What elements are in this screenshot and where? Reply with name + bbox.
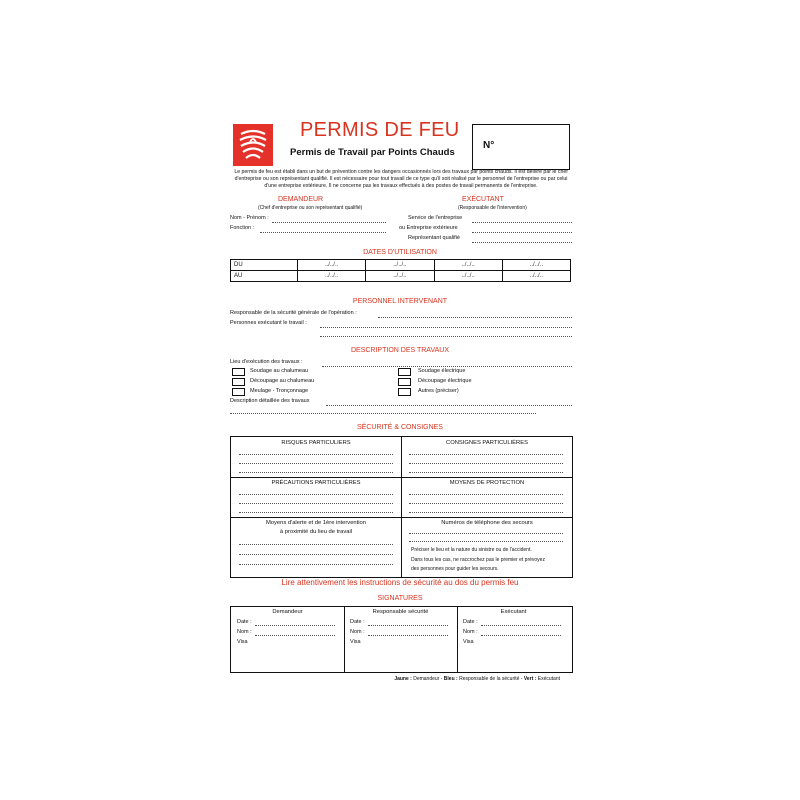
signature-visa-label: Visa: [463, 639, 474, 645]
service-label: Service de l'entreprise: [408, 215, 463, 221]
legend-bleu-text: Responsable de la sécurité -: [459, 676, 523, 682]
securite-grid: [230, 436, 573, 578]
telephone-field[interactable]: [409, 541, 563, 542]
detail-field-2[interactable]: [230, 413, 536, 414]
consignes-field[interactable]: [409, 454, 563, 455]
intro-text: Le permis de feu est établi dans un but de prévention contre les dangers occasionnés lors des travaux par points chauds. Il est délivré par le chef d'entreprise ou son représentant qualifié. Il est nécessaire pour tout travail de ce type qu'il soit réalisé par le personnel de l'entreprise ou par celui d'une entreprise extérieure. Il ne concerne pas les travaux effectués à des postes de travail permanents de l'entreprise.: [234, 169, 568, 189]
risques-field[interactable]: [239, 472, 393, 473]
moyens-field[interactable]: [409, 494, 563, 495]
date-cell[interactable]: ../../..: [434, 260, 502, 271]
checkbox-meulage[interactable]: [232, 388, 245, 396]
grid-divider: [231, 517, 572, 518]
demandeur-subtitle: (Chef d'entreprise ou son représentant qualifié): [258, 205, 363, 211]
table-row: [231, 260, 571, 271]
date-cell[interactable]: ../../..: [434, 271, 502, 282]
legend-vert-text: Exécutant: [537, 676, 560, 682]
permit-number-box[interactable]: [472, 124, 570, 170]
consignes-field[interactable]: [409, 472, 563, 473]
date-row-label: DU: [231, 260, 298, 271]
signature-date-field[interactable]: [255, 625, 335, 626]
signature-divider: [344, 607, 345, 672]
legend-jaune-text: Demandeur -: [413, 676, 443, 682]
personnes-field[interactable]: [320, 327, 572, 328]
signature-date-label: Date :: [350, 619, 365, 625]
lieu-label: Lieu d'exécution des travaux :: [230, 359, 303, 365]
cas-text-2: des personnes pour guider les secours.: [411, 566, 499, 572]
dates-table: [230, 259, 571, 282]
signature-nom-label: Nom :: [350, 629, 365, 635]
checkbox-soudage-chalumeau[interactable]: [232, 368, 245, 376]
form-subtitle: Permis de Travail par Points Chauds: [290, 147, 455, 158]
demandeur-title: DEMANDEUR: [278, 196, 324, 203]
signature-nom-field[interactable]: [255, 635, 335, 636]
alerte-field[interactable]: [239, 544, 393, 545]
legend-jaune: Jaune :: [394, 676, 412, 682]
date-row-label: AU: [231, 271, 298, 282]
entreprise-ext-label: ou Entreprise extérieure: [399, 225, 458, 231]
copy-color-legend: [394, 676, 560, 682]
responsable-field[interactable]: [378, 317, 572, 318]
detail-label: Description détaillée des travaux: [230, 398, 310, 404]
grid-divider: [401, 437, 402, 577]
alerte-field[interactable]: [239, 554, 393, 555]
signature-date-label: Date :: [463, 619, 478, 625]
lieu-field[interactable]: [322, 366, 572, 367]
date-cell[interactable]: ../../..: [366, 271, 434, 282]
signature-nom-label: Nom :: [463, 629, 478, 635]
signature-col-demandeur: Demandeur: [272, 609, 303, 615]
entreprise-ext-field[interactable]: [472, 232, 572, 233]
form-title: PERMIS DE FEU: [300, 119, 460, 141]
fonction-label: Fonction :: [230, 225, 255, 231]
signature-date-field[interactable]: [481, 625, 561, 626]
risques-field[interactable]: [239, 463, 393, 464]
signature-date-field[interactable]: [368, 625, 448, 626]
executant-title: EXÉCUTANT: [462, 196, 504, 203]
description-section-title: DESCRIPTION DES TRAVAUX: [350, 347, 450, 354]
flame-logo-icon: [233, 124, 273, 166]
nom-prenom-field[interactable]: [272, 222, 386, 223]
checkbox-decoupage-chalumeau[interactable]: [232, 378, 245, 386]
option-label: Autres (préciser): [418, 388, 459, 394]
consignes-heading: CONSIGNES PARTICULIÈRES: [446, 440, 528, 446]
signature-col-responsable: Responsable sécurité: [372, 609, 429, 615]
checkbox-autres[interactable]: [398, 388, 411, 396]
legend-bleu: Bleu :: [443, 676, 458, 682]
securite-section-title: SÉCURITÉ & CONSIGNES: [357, 424, 443, 431]
date-cell[interactable]: ../../..: [298, 260, 366, 271]
personnes-field-2[interactable]: [320, 336, 572, 337]
telephone-heading: Numéros de téléphone des secours: [441, 520, 533, 526]
representant-label: Représentant qualifié: [408, 235, 460, 241]
telephone-field[interactable]: [409, 533, 563, 534]
signature-divider: [457, 607, 458, 672]
grid-divider: [231, 477, 572, 478]
signature-visa-label: Visa: [237, 639, 248, 645]
option-label: Découpage électrique: [418, 378, 472, 384]
moyens-heading: MOYENS DE PROTECTION: [449, 480, 525, 486]
preciser-text: Préciser le lieu et la nature du sinistre ou de l'accident.: [411, 547, 532, 553]
signatures-table: [230, 606, 573, 673]
moyens-field[interactable]: [409, 512, 563, 513]
date-cell[interactable]: ../../..: [502, 260, 570, 271]
cas-text: Dans tous les cas, ne raccrochez pas le premier et prévoyez: [411, 557, 545, 563]
date-cell[interactable]: ../../..: [366, 260, 434, 271]
signature-visa-label: Visa: [350, 639, 361, 645]
warning-text: Lire attentivement les instructions de sécurité au dos du permis feu: [281, 578, 519, 587]
consignes-field[interactable]: [409, 463, 563, 464]
moyens-field[interactable]: [409, 503, 563, 504]
personnel-section-title: PERSONNEL INTERVENANT: [352, 298, 448, 305]
signature-nom-label: Nom :: [237, 629, 252, 635]
personnes-label: Personnes exécutant le travail :: [230, 320, 307, 326]
date-cell[interactable]: ../../..: [502, 271, 570, 282]
alerte-heading-2: à proximité du lieu de travail: [279, 529, 353, 535]
risques-heading: RISQUES PARTICULIERS: [281, 440, 351, 446]
executant-subtitle: (Responsable de l'intervention): [458, 205, 527, 211]
date-cell[interactable]: ../../..: [298, 271, 366, 282]
checkbox-decoupage-electrique[interactable]: [398, 378, 411, 386]
service-field[interactable]: [472, 222, 572, 223]
precautions-field[interactable]: [239, 503, 393, 504]
dates-section-title: DATES D'UTILISATION: [363, 249, 437, 256]
fonction-field[interactable]: [260, 232, 386, 233]
signature-nom-field[interactable]: [481, 635, 561, 636]
alerte-heading: Moyens d'alerte et de 1ère intervention: [265, 520, 367, 526]
precautions-field[interactable]: [239, 494, 393, 495]
fire-permit-form: [220, 114, 580, 686]
alerte-field[interactable]: [239, 564, 393, 565]
option-label: Soudage électrique: [418, 368, 466, 374]
option-label: Soudage au chalumeau: [250, 368, 309, 374]
checkbox-soudage-electrique[interactable]: [398, 368, 411, 376]
option-label: Meulage - Tronçonnage: [250, 388, 309, 394]
table-row: [231, 271, 571, 282]
signature-col-executant: Exécutant: [500, 609, 527, 615]
option-label: Découpage au chalumeau: [250, 378, 315, 384]
nom-prenom-label: Nom - Prénom :: [230, 215, 269, 221]
precautions-heading: PRÉCAUTIONS PARTICULIÈRES: [271, 480, 361, 486]
signature-date-label: Date :: [237, 619, 252, 625]
legend-vert: Vert :: [523, 676, 537, 682]
responsable-label: Responsable de la sécurité générale de l'opération :: [230, 310, 357, 316]
representant-field[interactable]: [472, 242, 572, 243]
permit-number-label: N°: [483, 140, 495, 151]
signatures-title: SIGNATURES: [377, 595, 423, 602]
precautions-field[interactable]: [239, 512, 393, 513]
signature-nom-field[interactable]: [368, 635, 448, 636]
risques-field[interactable]: [239, 454, 393, 455]
detail-field[interactable]: [326, 405, 572, 406]
